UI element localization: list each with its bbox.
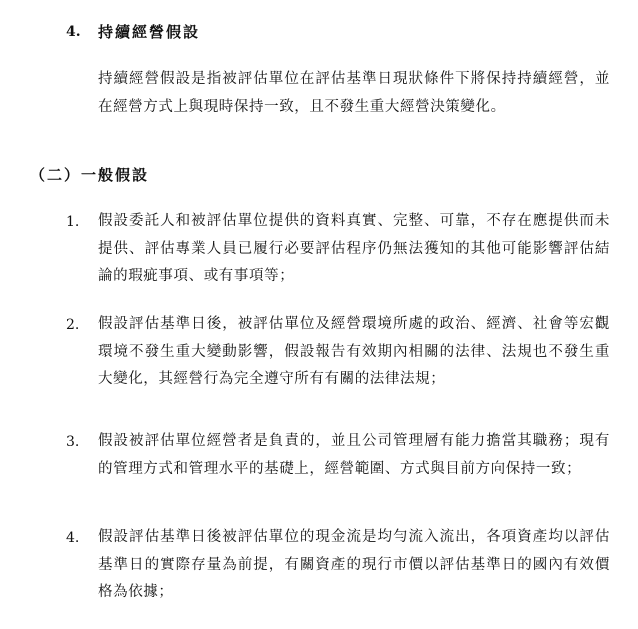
list-item-text: 假設評估基準日後，被評估單位及經營環境所處的政治、經濟、社會等宏觀環境不發生重大變動影響，假設報告有效期內相關的法律、法規也不發生重大變化，其經營行為完全遵守所有有關的法律法規； [98,316,610,387]
section-4-title: 持續經營假設 [98,23,201,41]
section-4-body: 持續經營假設是指被評估單位在評估基準日現狀條件下將保持持續經營，並在經營方式上與現時保持一致，且不發生重大經營決策變化。 [98,71,610,115]
list-item-number: 4. [66,530,80,546]
list-item-text: 假設委託人和被評估單位提供的資料真實、完整、可靠，不存在應提供而未提供、評估專業人員已履行必要評估程序仍無法獲知的其他可能影響評估結論的瑕疵事項、或有事項等； [98,213,610,284]
list-item-text: 假設評估基準日後被評估單位的現金流是均勻流入流出，各項資產均以評估基準日的實際存量為前提，有關資產的現行市價以評估基準日的國內有效價格為依據； [98,529,610,600]
section-4-number: 4. [66,24,81,40]
list-item-number: 2. [66,317,80,333]
general-assumptions-heading: （二）一般假設 [30,166,150,184]
list-item-text: 假設被評估單位經營者是負責的，並且公司管理層有能力擔當其職務；現有的管理方式和管理水平的基礎上，經營範圍、方式與目前方向保持一致； [98,433,610,477]
list-item-number: 1. [66,214,80,230]
list-item-number: 3. [66,434,80,450]
